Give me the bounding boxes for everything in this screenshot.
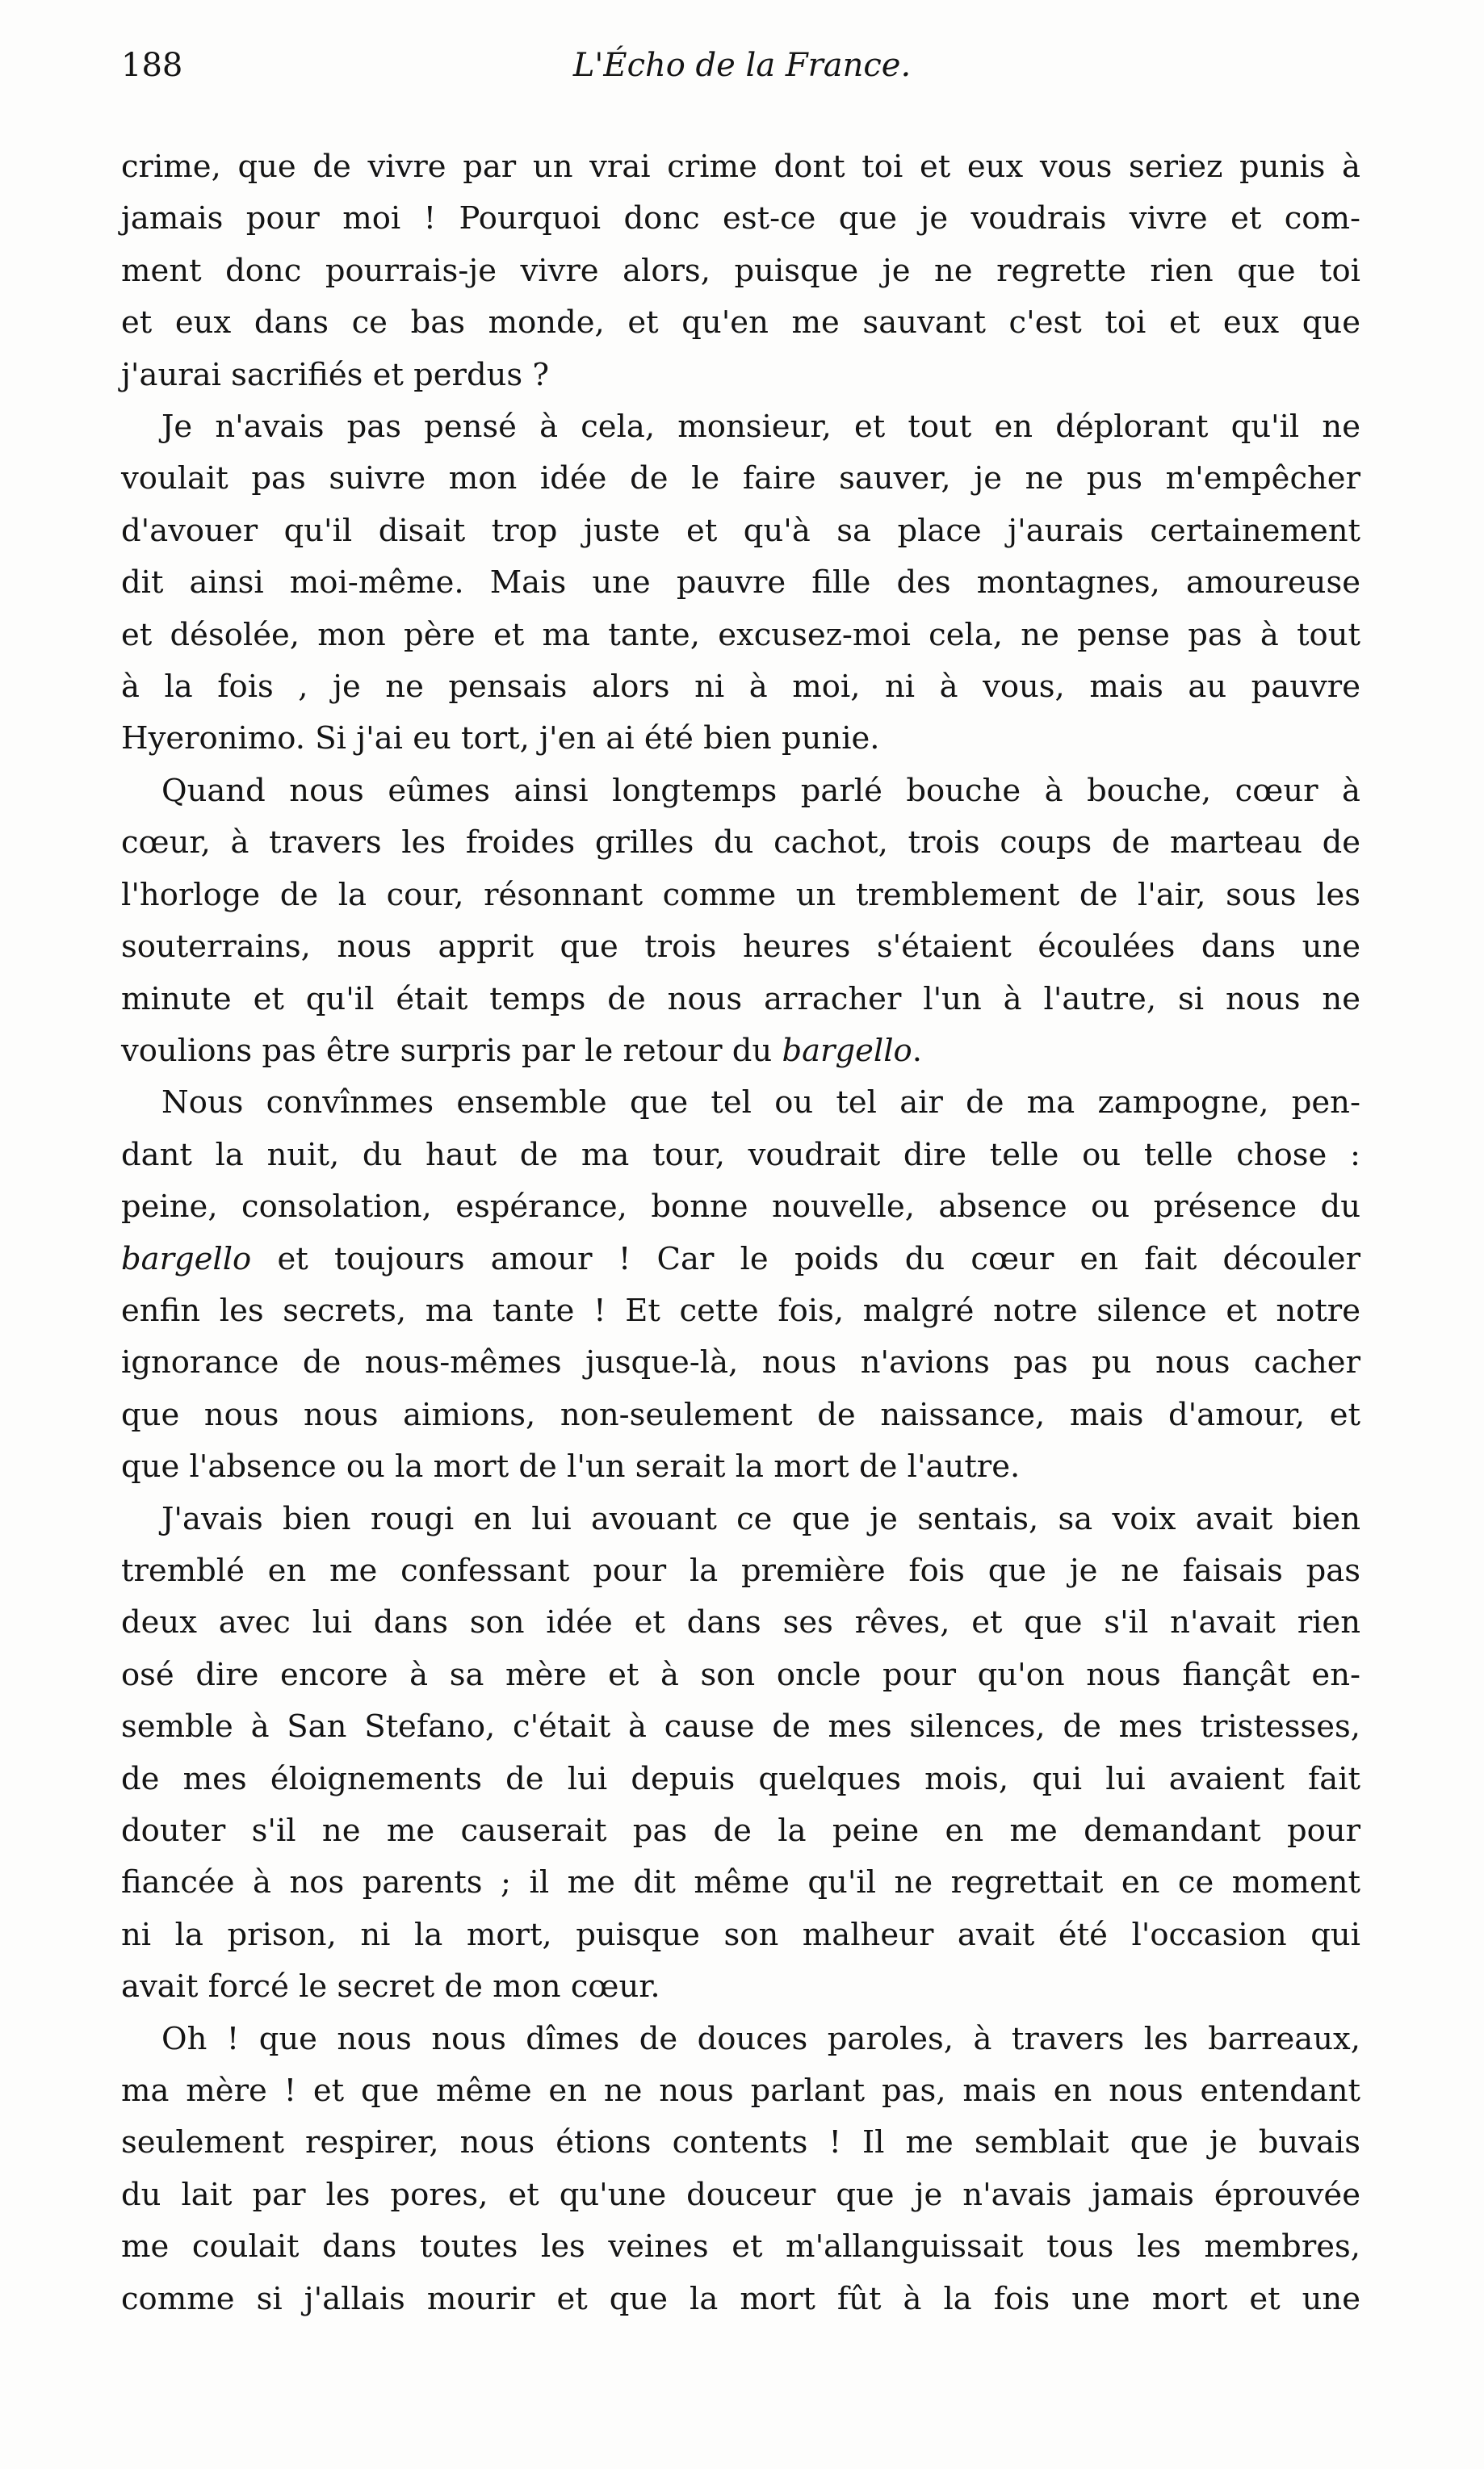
text-line: l'horloge de la cour, résonnant comme un tremblement de l'air, sous les (121, 876, 1360, 913)
text-line: du lait par les pores, et qu'une douceur que je n'avais jamais éprouvée (121, 2176, 1360, 2213)
text-line: Quand nous eûmes ainsi longtemps parlé bouche à bouche, cœur à (161, 772, 1360, 809)
text-line: souterrains, nous apprit que trois heures s'étaient écoulées dans une (121, 928, 1360, 966)
text-line: que l'absence ou la mort de l'un serait la mort de l'autre. (121, 1448, 1021, 1486)
text-line: que nous nous aimions, non-seulement de naissance, mais d'amour, et (121, 1396, 1360, 1433)
running-title: L'Écho de la France. (572, 47, 912, 84)
text-line: de mes éloignements de lui depuis quelques mois, qui lui avaient fait (121, 1760, 1360, 1797)
text-line: seulement respirer, nous étions contents ! Il me semblait que je buvais (121, 2124, 1360, 2161)
text-line: Hyeronimo. Si j'ai eu tort, j'en ai été bien punie. (121, 720, 880, 757)
text-line: comme si j'allais mourir et que la mort fût à la fois une mort et une (121, 2280, 1360, 2317)
italic-word: bargello (121, 1240, 252, 1277)
text-line: bargello et toujours amour ! Car le poids du cœur en fait découler (121, 1240, 1360, 1277)
text-line: voulions pas être surpris par le retour du bargello. (121, 1032, 922, 1069)
text-line: Nous convînmes ensemble que tel ou tel air de ma zampogne, pen- (161, 1084, 1360, 1121)
text-line: tremblé en me confessant pour la première fois que je ne faisais pas (121, 1552, 1360, 1589)
text-line: ma mère ! et que même en ne nous parlant pas, mais en nous entendant (121, 2073, 1360, 2110)
italic-word: bargello (782, 1032, 912, 1069)
text-line: peine, consolation, espérance, bonne nouvelle, absence ou présence du (121, 1188, 1360, 1226)
text-line: me coulait dans toutes les veines et m'allanguissait tous les membres, (121, 2228, 1360, 2266)
text-line: dit ainsi moi-même. Mais une pauvre fille des montagnes, amoureuse (121, 564, 1360, 602)
text-line: crime, que de vivre par un vrai crime dont toi et eux vous seriez punis à (121, 149, 1360, 185)
text-line: Oh ! que nous nous dîmes de douces paroles, à travers les barreaux, (161, 2020, 1360, 2057)
text-line: osé dire encore à sa mère et à son oncle pour qu'on nous fiançât en- (121, 1656, 1360, 1693)
text-line: douter s'il ne me causerait pas de la peine en me demandant pour (121, 1813, 1360, 1849)
body-text (121, 141, 1360, 2325)
text-line: à la fois , je ne pensais alors ni à moi, ni à vous, mais au pauvre (121, 669, 1360, 706)
text-line: fiancée à nos parents ; il me dit même qu'il ne regrettait en ce moment (121, 1864, 1360, 1901)
page-number: 188 (121, 47, 183, 84)
text-line: ment donc pourrais-je vivre alors, puisque je ne regrette rien que toi (121, 252, 1360, 289)
text-line: jamais pour moi ! Pourquoi donc est-ce que je voudrais vivre et com- (121, 200, 1360, 237)
text-line: voulait pas suivre mon idée de le faire sauver, je ne pus m'empêcher (121, 460, 1360, 497)
text-line: j'aurai sacrifiés et perdus ? (121, 356, 550, 393)
text-line: minute et qu'il était temps de nous arracher l'un à l'autre, si nous ne (121, 980, 1360, 1017)
text-line: cœur, à travers les froides grilles du cachot, trois coups de marteau de (121, 824, 1360, 861)
text-line: et eux dans ce bas monde, et qu'en me sauvant c'est toi et eux que (121, 304, 1360, 342)
text-line: d'avouer qu'il disait trop juste et qu'à sa place j'aurais certainement (121, 512, 1360, 549)
text-line: deux avec lui dans son idée et dans ses rêves, et que s'il n'avait rien (121, 1604, 1360, 1641)
text-line: Je n'avais pas pensé à cela, monsieur, et tout en déplorant qu'il ne (161, 409, 1360, 446)
text-line: semble à San Stefano, c'était à cause de mes silences, de mes tristesses, (121, 1708, 1360, 1746)
text-line: enfin les secrets, ma tante ! Et cette fois, malgré notre silence et notre (121, 1292, 1360, 1329)
running-head (121, 47, 1363, 103)
text-line: dant la nuit, du haut de ma tour, voudrait dire telle ou telle chose : (121, 1136, 1360, 1173)
text-line: J'avais bien rougi en lui avouant ce que je sentais, sa voix avait bien (161, 1500, 1360, 1537)
text-line: ni la prison, ni la mort, puisque son malheur avait été l'occasion qui (121, 1916, 1360, 1953)
text-line: ignorance de nous-mêmes jusque-là, nous n'avions pas pu nous cacher (121, 1344, 1360, 1381)
text-line: et désolée, mon père et ma tante, excusez-moi cela, ne pense pas à tout (121, 616, 1360, 653)
text-line: avait forcé le secret de mon cœur. (121, 1968, 660, 2006)
